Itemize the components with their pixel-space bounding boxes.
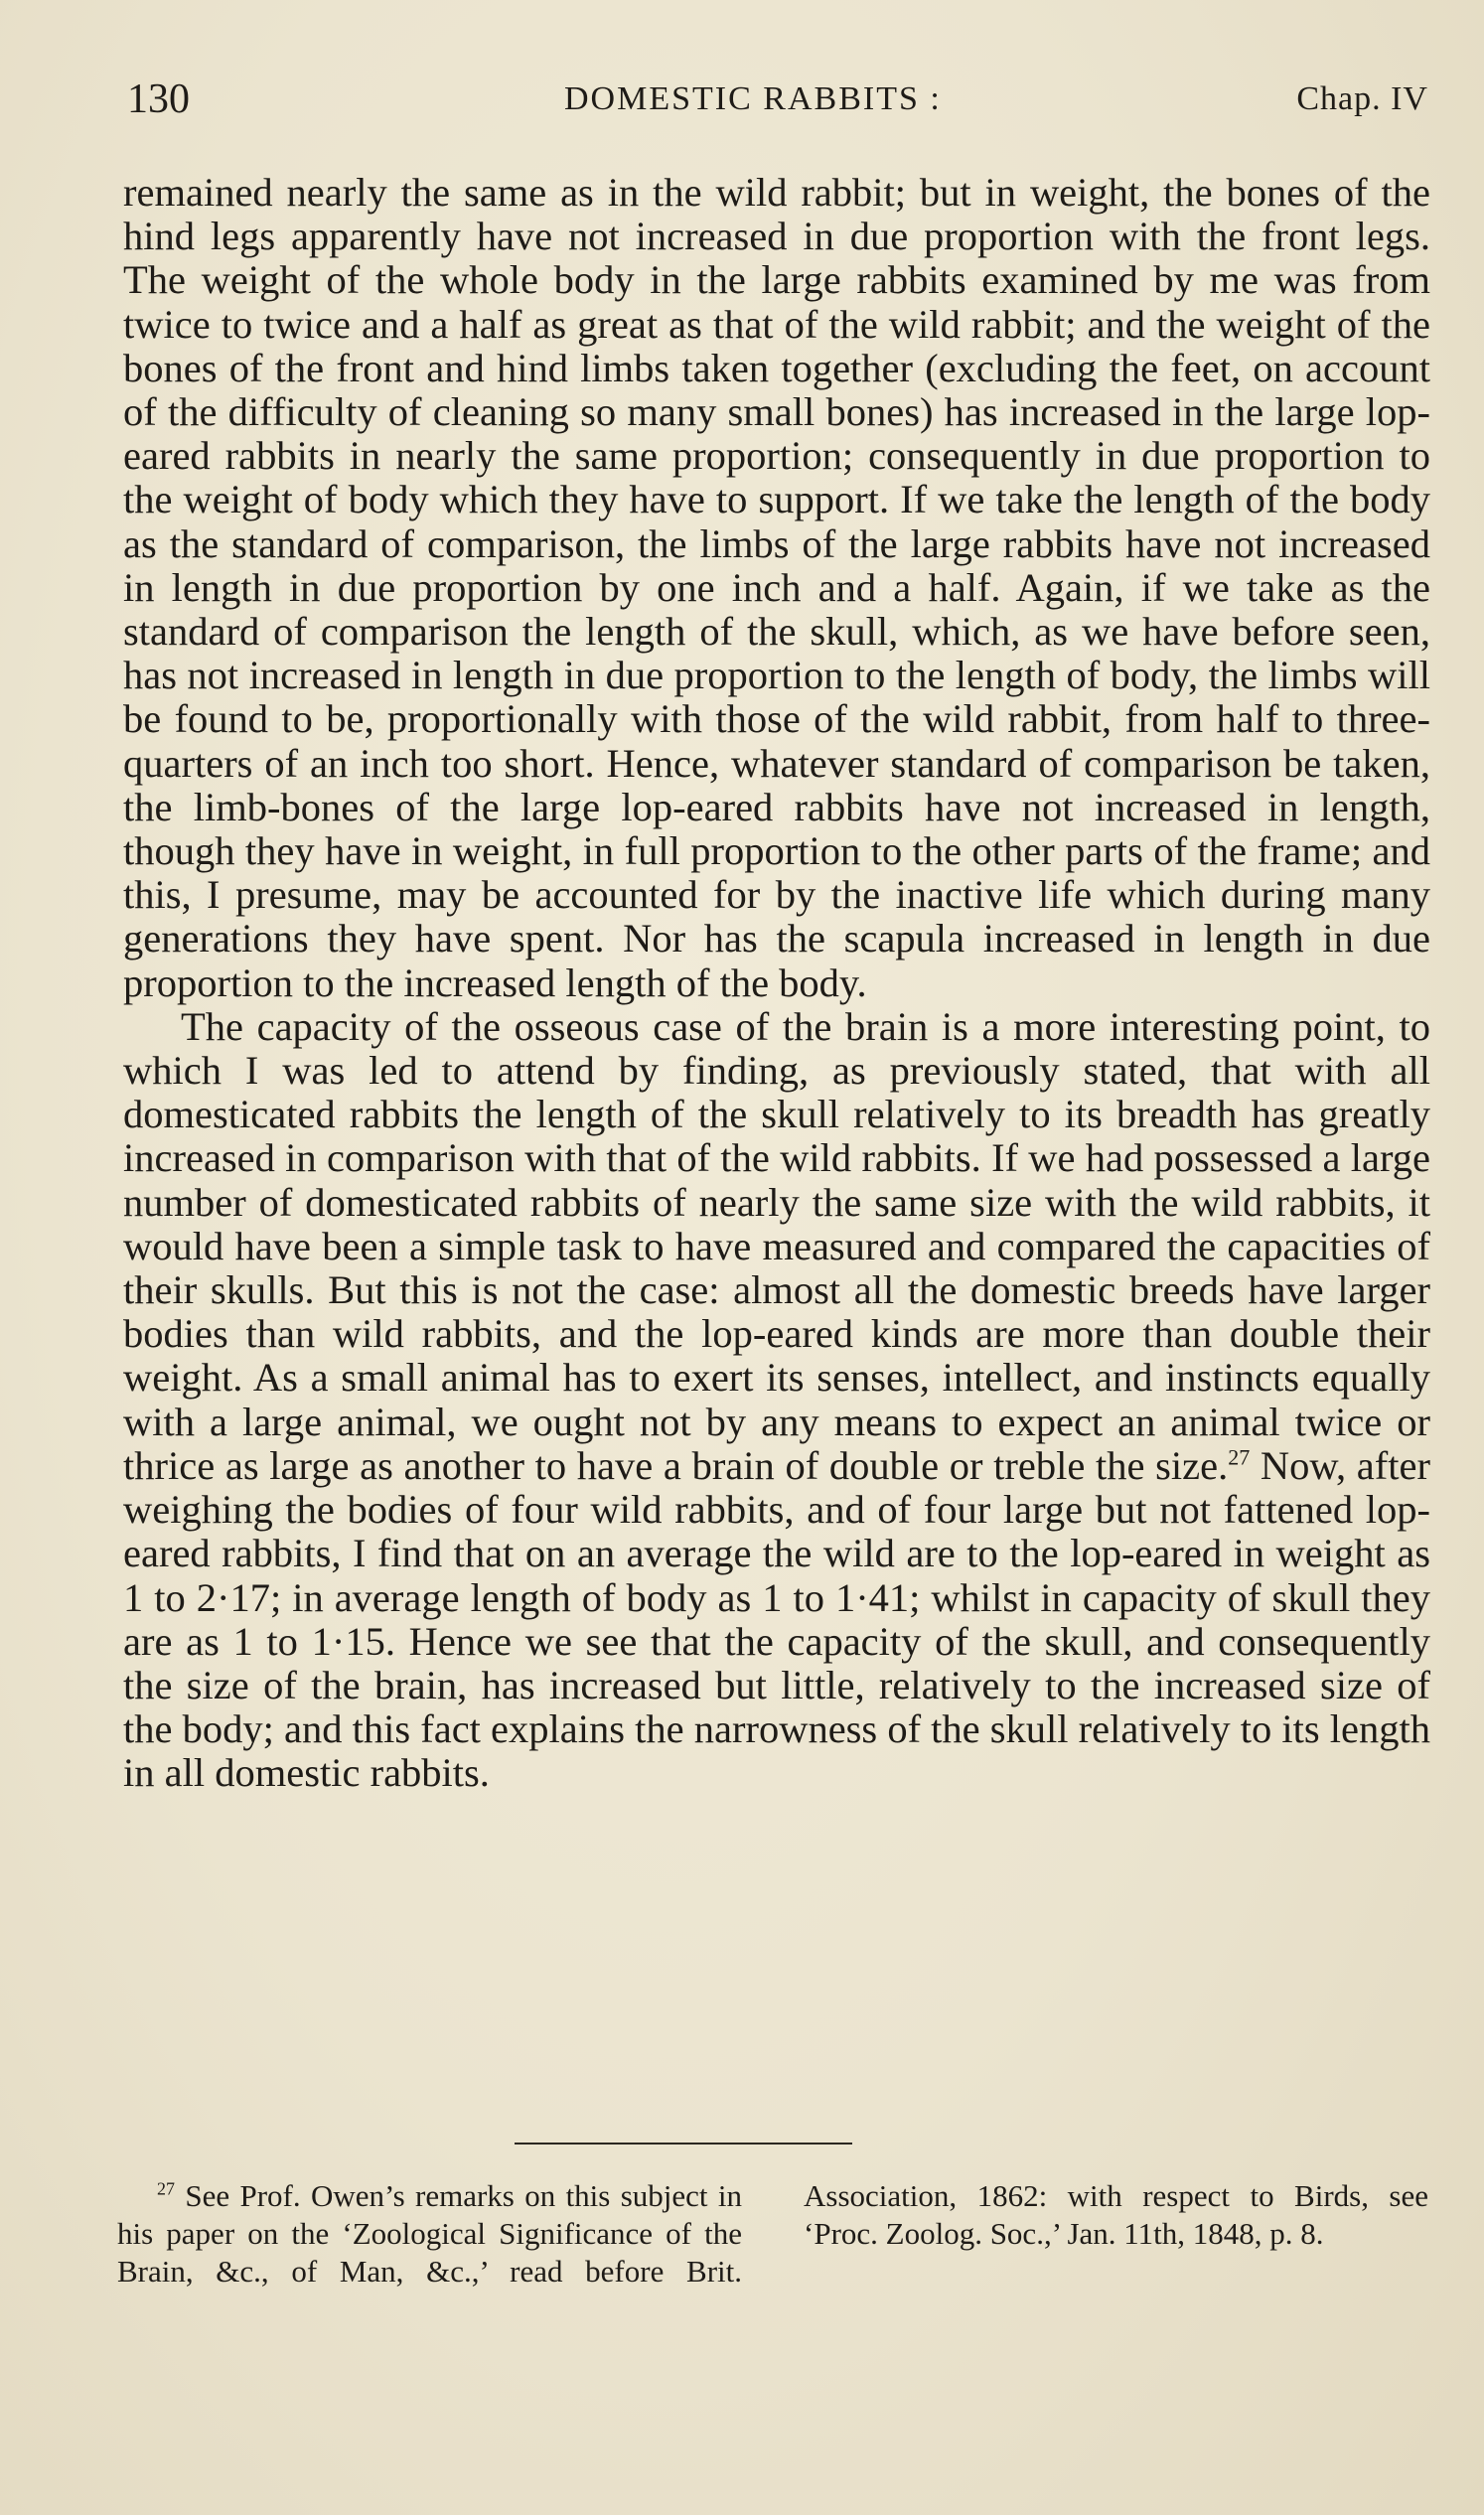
- running-head: DOMESTIC RABBITS :: [564, 80, 942, 117]
- body-text: [123, 171, 1430, 1796]
- chapter-label: Chap. IV: [1296, 80, 1428, 117]
- paragraph-text: Now, after weighing the bodies of four wild rabbits, and of four large but not fattened lop-eared rabbits, I find that on an average the wild are to the lop-eared in weight as 1 to 2·17; in average length of body as 1 to 1·41; whilst in capacity of skull they are as 1 to 1·15. Hence we see that the capacity of the skull, and consequently the size of the brain, has increased but little, relatively to the increased size of the body; and this fact explains the narrowness of the skull relatively to its length in all domestic rabbits.: [123, 1442, 1430, 1796]
- page-number: 130: [127, 76, 190, 122]
- paragraph-text: The capacity of the osseous case of the brain is a more interesting point, to which I was led to attend by finding, as previously stated, that with all domesticated rabbits the length of the skull relatively to its breadth has greatly increased in comparison with that of the wild rabbits. If we had possessed a large number of domesticated rabbits of nearly the same size with the wild rabbits, it would have been a simple task to have measured and compared the capacities of their skulls. But this is not the case: almost all the domestic breeds have larger bodies than wild rabbits, and the lop-eared kinds are more than double their weight. As a small animal has to exert its senses, intellect, and instincts equally with a large animal, we ought not by any means to expect an animal twice or thrice as large as another to have a brain of double or treble the size.: [123, 1003, 1430, 1488]
- footnote-reference: 27: [1228, 1444, 1251, 1470]
- footnote-text: See Prof. Owen’s remarks on this subject in his paper on the ‘Zoological Significance of the Brain, &c., of Man, &c.,’ read before Brit. Association, 1862: with respect to Birds, see ‘Proc. Zoolog. Soc.,’ Jan. 11th, 1848, p. 8.: [117, 2178, 1428, 2289]
- footnote-number: 27: [157, 2178, 175, 2199]
- paragraph: remained nearly the same as in the wild rabbit; but in weight, the bones of the hind legs apparently have not increased in due proportion with the front legs. The weight of the whole body in the large rabbits examined by me was from twice to twice and a half as great as that of the wild rabbit; and the weight of the bones of the front and hind limbs taken together (excluding the feet, on account of the difficulty of cleaning so many small bones) has increased in the large lop-eared rabbits in nearly the same proportion; consequently in due proportion to the weight of body which they have to support. If we take the length of the body as the standard of comparison, the limbs of the large rabbits have not increased in length in due proportion by one inch and a half. Again, if we take as the standard of comparison the length of the skull, which, as we have before seen, has not increased in length in due proportion to the length of body, the limbs will be found to be, proportionally with those of the wild rabbit, from half to three-quarters of an inch too short. Hence, whatever standard of comparison be taken, the limb-bones of the large lop-eared rabbits have not increased in length, though they have in weight, in full proportion to the other parts of the frame; and this, I presume, may be accounted for by the inactive life which during many generations they have spent. Nor has the scapula increased in length in due proportion to the increased length of the body.: [123, 170, 1430, 1005]
- page-header: [127, 70, 1428, 129]
- footnote: [117, 2177, 1428, 2291]
- footnote-divider: [515, 2143, 852, 2145]
- paragraph: [123, 1005, 1430, 1796]
- footnotes: [117, 2177, 1428, 2291]
